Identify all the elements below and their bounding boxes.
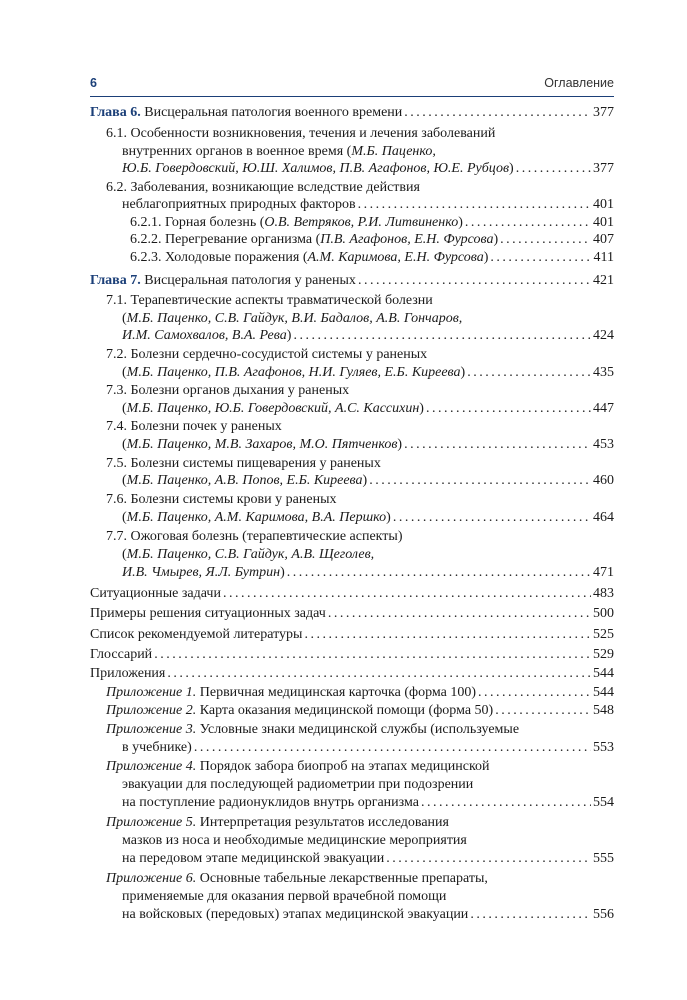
- toc-entry-text: [122, 564, 285, 582]
- dot-leader: [304, 626, 591, 644]
- toc-entry-text: [106, 125, 495, 143]
- entry-title: (: [122, 473, 127, 488]
- toc-line[interactable]: [122, 400, 614, 418]
- entry-title: 7.3. Болезни органов дыхания у раненых: [106, 383, 350, 398]
- dot-leader: [194, 739, 591, 757]
- toc-line[interactable]: [106, 491, 336, 509]
- entry-title: (: [122, 311, 127, 326]
- entry-title-cont: Условные знаки медицинской службы (используемые: [196, 722, 520, 737]
- dot-leader: [328, 605, 591, 623]
- entry-title-cont: ): [397, 437, 403, 452]
- dot-leader: [358, 272, 591, 290]
- entry-title: 7.6. Болезни системы крови у раненых: [106, 492, 337, 507]
- toc-entry-text: [106, 814, 449, 832]
- entry-title-cont: ): [386, 510, 391, 525]
- entry-authors: Приложение 1.: [106, 685, 197, 700]
- page-ref: 525: [593, 627, 614, 642]
- dot-leader: [386, 850, 591, 868]
- entry-title: эвакуации для последующей радиометрии при подозрении: [122, 777, 474, 792]
- toc-entry-text: [122, 400, 424, 418]
- dot-leader: [167, 665, 591, 683]
- toc-entry-text: [122, 472, 367, 490]
- entry-title: 7.1. Терапевтические аспекты травматической болезни: [106, 293, 433, 308]
- toc-line[interactable]: [106, 382, 349, 400]
- toc-entry-text: [106, 455, 381, 473]
- toc-line[interactable]: [106, 870, 488, 888]
- toc-entry-text: [106, 491, 336, 509]
- entry-authors: Ю.Б. Говердовский, Ю.Ш. Халимов, П.В. Агафонов, Ю.Е. Рубцов: [122, 161, 510, 176]
- toc-entry-text: [106, 382, 349, 400]
- toc-line[interactable]: [106, 721, 519, 739]
- dot-leader: [516, 160, 591, 178]
- page-ref: 548: [593, 703, 614, 718]
- toc-entry-text: [106, 721, 519, 739]
- page-ref: 447: [593, 401, 614, 416]
- toc-line[interactable]: [106, 455, 381, 473]
- dot-leader: [478, 684, 591, 702]
- entry-title-cont: ): [509, 161, 514, 176]
- toc-line[interactable]: [122, 327, 614, 345]
- dot-leader: [500, 231, 591, 249]
- toc-entry-text: [130, 231, 498, 249]
- toc-line[interactable]: [122, 472, 614, 490]
- page-ref: 529: [593, 647, 614, 662]
- entry-title: 6.1. Особенности возникновения, течения и лечения заболеваний: [106, 126, 496, 141]
- dot-leader: [154, 646, 591, 664]
- toc-line[interactable]: [90, 272, 614, 290]
- toc-entry-text: [122, 850, 384, 868]
- entry-authors: М.Б. Паценко, А.В. Попов, Е.Б. Киреева: [126, 473, 363, 488]
- toc-entry-text: [122, 436, 402, 454]
- entry-title: Глоссарий: [90, 647, 153, 662]
- entry-title-cont: ): [419, 401, 424, 416]
- toc-line[interactable]: [122, 546, 374, 564]
- toc-entry-text: [122, 196, 356, 214]
- entry-title: 7.2. Болезни сердечно-сосудистой системы у раненых: [106, 347, 428, 362]
- chapter-label: Глава 7.: [90, 273, 141, 288]
- entry-title: (: [122, 401, 127, 416]
- entry-authors: Приложение 2.: [106, 703, 197, 718]
- entry-title: 7.5. Болезни системы пищеварения у раненых: [106, 456, 381, 471]
- entry-title: (: [122, 510, 127, 525]
- entry-authors: П.В. Агафонов, Е.Н. Фурсова: [320, 232, 494, 247]
- toc-line[interactable]: [122, 310, 462, 328]
- toc-entry-text: [90, 605, 326, 623]
- page-ref: 424: [593, 328, 614, 343]
- toc-line[interactable]: [106, 292, 433, 310]
- dot-leader: [470, 906, 591, 924]
- entry-title: Висцеральная патология у раненых: [140, 273, 356, 288]
- toc-entry-text: [90, 585, 221, 603]
- entry-title-cont: Основные табельные лекарственные препараты,: [196, 871, 488, 886]
- entry-authors: Приложение 5.: [106, 815, 197, 830]
- entry-title: 6.2.2. Перегревание организма (: [130, 232, 321, 247]
- toc-line[interactable]: [122, 888, 446, 906]
- entry-title-cont: ): [286, 328, 292, 343]
- entry-authors: И.М. Самохвалов, В.А. Рева: [122, 328, 287, 343]
- toc-line[interactable]: [122, 564, 614, 582]
- page-number: 6: [90, 76, 97, 90]
- toc-line[interactable]: [130, 214, 614, 232]
- page-ref: 401: [593, 215, 614, 230]
- toc-line[interactable]: [106, 125, 495, 143]
- entry-authors: А.М. Каримова, Е.Н. Фурсова: [307, 250, 484, 265]
- entry-authors: М.Б. Паценко, Ю.Б. Говердовский, А.С. Кассихин: [126, 401, 420, 416]
- entry-title: Список рекомендуемой литературы: [90, 627, 303, 642]
- toc-entry-text: [90, 626, 302, 644]
- entry-authors: Приложение 3.: [106, 722, 197, 737]
- entry-title: (: [122, 437, 127, 452]
- toc-entry-text: [106, 684, 476, 702]
- page-ref: 435: [593, 365, 614, 380]
- entry-title: (: [122, 365, 127, 380]
- entry-title: в учебнике): [122, 740, 192, 755]
- page-ref: 401: [593, 197, 614, 212]
- entry-title: неблагоприятных природных факторов: [122, 197, 356, 212]
- toc-entry-text: [122, 546, 374, 564]
- entry-title-cont: ): [362, 473, 368, 488]
- toc-line[interactable]: [106, 702, 614, 720]
- page-header: [90, 76, 614, 94]
- dot-leader: [404, 104, 591, 122]
- toc-line[interactable]: [106, 758, 490, 776]
- toc-line[interactable]: [130, 249, 614, 267]
- dot-leader: [465, 214, 591, 232]
- page-ref: 555: [593, 851, 614, 866]
- toc-entry-text: [106, 179, 420, 197]
- toc-entry-text: [122, 794, 419, 812]
- toc-entry-text: [122, 364, 465, 382]
- toc-line[interactable]: [122, 906, 614, 924]
- dot-leader: [490, 249, 591, 267]
- toc-entry-text: [106, 346, 427, 364]
- toc-line[interactable]: [90, 646, 614, 664]
- entry-title: внутренних органов в военное время (: [122, 144, 352, 159]
- entry-title: 7.4. Болезни почек у раненых: [106, 419, 282, 434]
- toc-line[interactable]: [106, 346, 427, 364]
- page-ref: 556: [593, 907, 614, 922]
- toc-entry-text: [106, 870, 488, 888]
- dot-leader: [287, 564, 591, 582]
- toc-line[interactable]: [130, 231, 614, 249]
- toc-line[interactable]: [90, 665, 614, 683]
- header-rule: [90, 96, 614, 97]
- toc-line[interactable]: [122, 436, 614, 454]
- toc-entry-text: [122, 143, 436, 161]
- toc-entry-text: [122, 739, 192, 757]
- entry-authors: Приложение 6.: [106, 871, 197, 886]
- page-ref: 471: [593, 565, 614, 580]
- toc-line[interactable]: [106, 179, 420, 197]
- toc-entry-text: [106, 528, 403, 546]
- toc-entry-text: [106, 758, 490, 776]
- dot-leader: [404, 436, 591, 454]
- page-ref: 544: [593, 685, 614, 700]
- entry-title: Висцеральная патология военного времени: [140, 105, 403, 120]
- dot-leader: [358, 196, 591, 214]
- entry-authors: М.Б. Паценко, П.В. Агафонов, Н.И. Гуляев, Е.Б. Киреева: [126, 365, 461, 380]
- page-ref: 407: [593, 232, 614, 247]
- entry-title-cont: ): [483, 250, 489, 265]
- page-ref: 553: [593, 740, 614, 755]
- toc-entry-text: [90, 646, 152, 664]
- entry-title: Ситуационные задачи: [90, 586, 221, 601]
- toc-entry-text: [106, 418, 282, 436]
- page-ref: 544: [593, 666, 614, 681]
- entry-title: 7.7. Ожоговая болезнь (терапевтические аспекты): [106, 529, 403, 544]
- toc-line[interactable]: [90, 585, 614, 603]
- toc-entry-text: [122, 776, 473, 794]
- dot-leader: [426, 400, 591, 418]
- entry-title-cont: ): [280, 565, 285, 580]
- entry-title-cont: Порядок забора биопроб на этапах медицинской: [196, 759, 490, 774]
- toc-line[interactable]: [122, 794, 614, 812]
- toc-line[interactable]: [122, 850, 614, 868]
- toc-line[interactable]: [122, 509, 614, 527]
- dot-leader: [223, 585, 591, 603]
- entry-title-cont: Первичная медицинская карточка (форма 100): [196, 685, 476, 700]
- entry-title: Приложения: [90, 666, 166, 681]
- page-ref: 421: [593, 273, 614, 288]
- toc-entry-text: [122, 888, 446, 906]
- toc-line[interactable]: [122, 196, 614, 214]
- entry-title-cont: Интерпретация результатов исследования: [196, 815, 449, 830]
- toc-line[interactable]: [122, 832, 467, 850]
- page-ref: 464: [593, 510, 614, 525]
- entry-title-cont: ): [460, 365, 466, 380]
- toc-entry-text: [90, 665, 165, 683]
- toc-entry-text: [122, 160, 514, 178]
- toc-entry-text: [106, 292, 433, 310]
- dot-leader: [369, 472, 591, 490]
- toc-entry-text: [106, 702, 493, 720]
- entry-title: мазков из носа и необходимые медицинские мероприятия: [122, 833, 467, 848]
- entry-title: применяемые для оказания первой врачебной помощи: [122, 889, 447, 904]
- toc-line[interactable]: [122, 776, 473, 794]
- entry-authors: М.Б. Паценко,: [351, 144, 436, 159]
- page-ref: 377: [593, 161, 614, 176]
- entry-title: 6.2.1. Горная болезнь (: [130, 215, 265, 230]
- toc-entry-text: [122, 327, 291, 345]
- toc-entry-text: [130, 249, 488, 267]
- entry-title: на войсковых (передовых) этапах медицинской эвакуации: [122, 907, 469, 922]
- page-ref: 411: [593, 250, 614, 265]
- dot-leader: [421, 794, 591, 812]
- entry-authors: М.Б. Паценко, А.М. Каримова, В.А. Першко: [126, 510, 387, 525]
- page-ref: 483: [593, 586, 614, 601]
- entry-authors: И.В. Чмырев, Я.Л. Бутрин: [122, 565, 281, 580]
- entry-authors: О.В. Ветряков, Р.И. Литвиненко: [264, 215, 459, 230]
- page-ref: 554: [593, 795, 614, 810]
- entry-authors: М.Б. Паценко, М.В. Захаров, М.О. Пятченков: [126, 437, 398, 452]
- toc-entry-text: [122, 832, 467, 850]
- page-ref: 453: [593, 437, 614, 452]
- toc-entry-text: [122, 509, 391, 527]
- toc-line[interactable]: [106, 418, 282, 436]
- entry-title: на поступление радионуклидов внутрь организма: [122, 795, 419, 810]
- chapter-label: Глава 6.: [90, 105, 141, 120]
- entry-title: на передовом этапе медицинской эвакуации: [122, 851, 385, 866]
- toc-entry-text: [130, 214, 463, 232]
- entry-title: (: [122, 547, 127, 562]
- page-ref: 500: [593, 606, 614, 621]
- entry-authors: М.Б. Паценко, С.В. Гайдук, В.И. Бадалов, А.В. Гончаров,: [126, 311, 463, 326]
- dot-leader: [495, 702, 591, 720]
- section-title: Оглавление: [544, 76, 614, 90]
- entry-title: Примеры решения ситуационных задач: [90, 606, 326, 621]
- toc-line[interactable]: [90, 626, 614, 644]
- toc-line[interactable]: [122, 143, 436, 161]
- toc-line[interactable]: [90, 104, 614, 122]
- page-ref: 460: [593, 473, 614, 488]
- dot-leader: [293, 327, 591, 345]
- entry-title: 6.2.3. Холодовые поражения (: [130, 250, 308, 265]
- toc-line[interactable]: [106, 528, 403, 546]
- toc-entry-text: [122, 310, 462, 328]
- dot-leader: [467, 364, 591, 382]
- entry-title-cont: ): [493, 232, 499, 247]
- toc-line[interactable]: [106, 684, 614, 702]
- toc-line[interactable]: [122, 364, 614, 382]
- entry-title: 6.2. Заболевания, возникающие вследствие действия: [106, 180, 420, 195]
- toc-entry-text: [90, 272, 356, 290]
- entry-authors: Приложение 4.: [106, 759, 197, 774]
- toc-line[interactable]: [106, 814, 449, 832]
- entry-title-cont: Карта оказания медицинской помощи (форма 50): [196, 703, 494, 718]
- entry-title-cont: ): [458, 215, 463, 230]
- page-ref: 377: [593, 105, 614, 120]
- toc-line[interactable]: [90, 605, 614, 623]
- dot-leader: [393, 509, 591, 527]
- toc-entry-text: [122, 906, 468, 924]
- toc-line[interactable]: [122, 739, 614, 757]
- entry-authors: М.Б. Паценко, С.В. Гайдук, А.В. Щеголев,: [126, 547, 375, 562]
- toc-line[interactable]: [122, 160, 614, 178]
- toc-entry-text: [90, 104, 402, 122]
